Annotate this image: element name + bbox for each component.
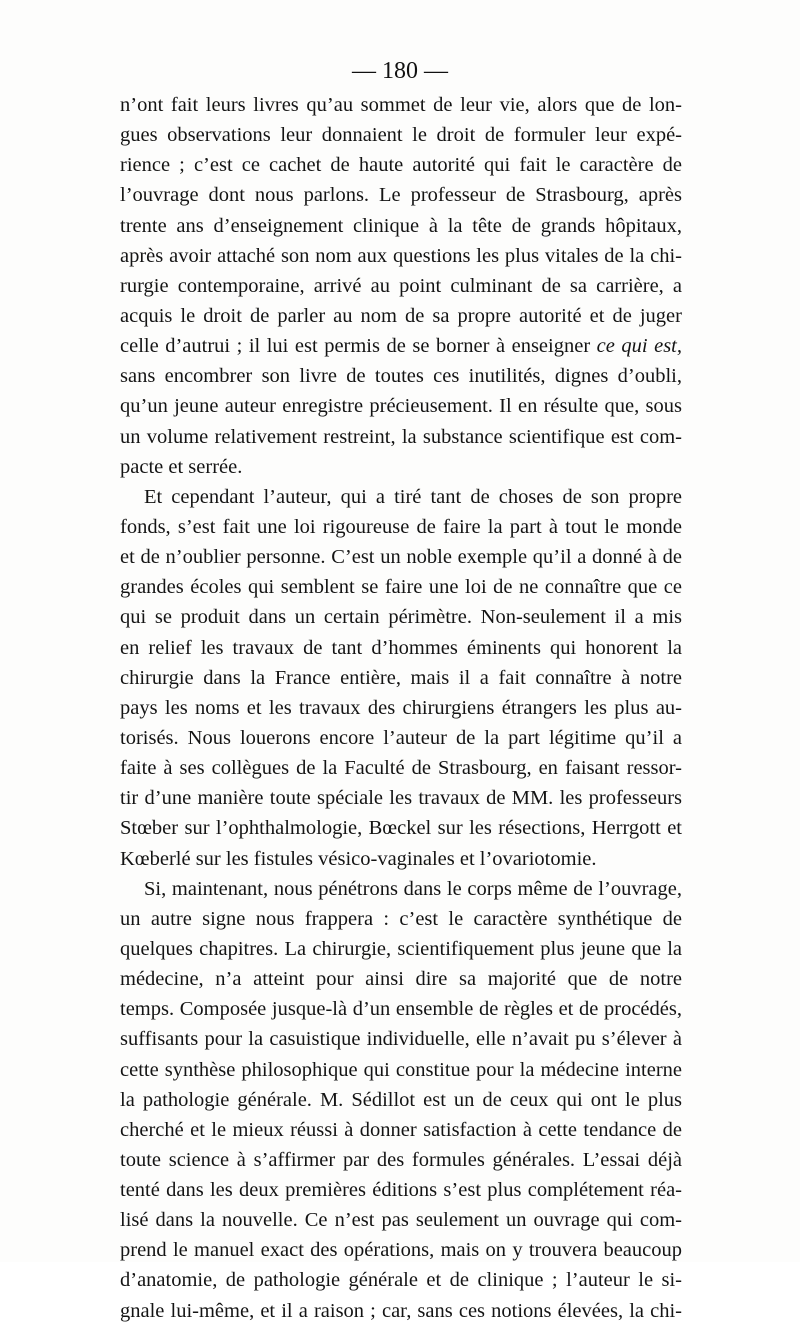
text-line: d’anatomie, de pathologie générale et de clinique ; l’auteur le si- — [120, 1269, 682, 1292]
text-line: gues observations leur donnaient le droit de formuler leur expé- — [120, 124, 682, 147]
text-line: qui se produit dans un certain périmètre. Non-seulement il a mis — [120, 606, 682, 629]
text-line: l’ouvrage dont nous parlons. Le professeur de Strasbourg, après — [120, 184, 682, 207]
text-line: Et cependant l’auteur, qui a tiré tant de choses de son propre — [144, 485, 682, 508]
text-line: torisés. Nous louerons encore l’auteur de la part légitime qu’il a — [120, 726, 682, 749]
text-line: acquis le droit de parler au nom de sa propre autorité et de juger — [120, 304, 682, 327]
text-line: fonds, s’est fait une loi rigoureuse de faire la part à tout le monde — [120, 515, 682, 538]
text-line: cherché et le mieux réussi à donner satisfaction à cette tendance de — [120, 1118, 682, 1141]
text-line: qu’un jeune auteur enregistre précieusement. Il en résulte que, sous — [120, 395, 682, 418]
text-line: faite à ses collègues de la Faculté de Strasbourg, en faisant ressor- — [120, 757, 682, 780]
text-line: en relief les travaux de tant d’hommes éminents qui honorent la — [120, 636, 682, 659]
text-line: tir d’une manière toute spéciale les travaux de MM. les professeurs — [120, 787, 682, 810]
text-line: Si, maintenant, nous pénétrons dans le corps même de l’ouvrage, — [144, 877, 682, 900]
text-line: quelques chapitres. La chirurgie, scientifiquement plus jeune que la — [120, 937, 682, 960]
text-line: un autre signe nous frappera : c’est le caractère synthétique de — [120, 907, 682, 930]
text-line: tenté dans les deux premières éditions s’est plus complétement réa- — [120, 1179, 682, 1202]
text-line: et de n’oublier personne. C’est un noble exemple qu’il a donné à de — [120, 546, 682, 569]
text-line: n’ont fait leurs livres qu’au sommet de leur vie, alors que de lon- — [120, 94, 682, 116]
paragraph-2 — [120, 482, 682, 874]
text-line: suffisants pour la casuistique individuelle, elle n’avait pu s’élever à — [120, 1028, 682, 1051]
page-number: — 180 — — [352, 58, 448, 84]
text-line: rurgie contemporaine, arrivé au point culminant de sa carrière, a — [120, 274, 682, 297]
text-line: Kœberlé sur les fistules vésico-vaginales et l’ovariotomie. — [120, 847, 597, 870]
text-line: pacte et serrée. — [120, 455, 243, 478]
text-line: lisé dans la nouvelle. Ce n’est pas seulement un ouvrage qui com- — [120, 1209, 682, 1232]
text-line: gnale lui-même, et il a raison ; car, sans ces notions élevées, la chi- — [120, 1299, 682, 1322]
text-line: Stœber sur l’ophthalmologie, Bœckel sur les résections, Herrgott et — [120, 817, 682, 840]
paragraph-1 — [120, 90, 682, 482]
text-line: pays les noms et les travaux des chirurgiens étrangers les plus au- — [120, 696, 682, 719]
body-text — [120, 90, 682, 1326]
text-line: sans encombrer son livre de toutes ces inutilités, dignes d’oubli, — [120, 365, 682, 388]
text-line: cette synthèse philosophique qui constitue pour la médecine interne — [120, 1058, 682, 1081]
text-line: rience ; c’est ce cachet de haute autorité qui fait le caractère de — [120, 154, 682, 177]
text-line: prend le manuel exact des opérations, mais on y trouvera beaucoup — [120, 1239, 682, 1262]
text-line: médecine, n’a atteint pour ainsi dire sa majorité que de notre — [120, 968, 682, 991]
text-line: après avoir attaché son nom aux questions les plus vitales de la chi- — [120, 244, 682, 267]
text-line: grandes écoles qui semblent se faire une loi de ne connaître que ce — [120, 576, 682, 599]
paragraph-3 — [120, 874, 682, 1326]
text-segment: celle d’autrui ; il lui est permis de se borner à enseigner — [120, 335, 597, 358]
text-line: chirurgie dans la France entière, mais il a fait connaître à notre — [120, 666, 682, 689]
text-line: la pathologie générale. M. Sédillot est un de ceux qui ont le plus — [120, 1088, 682, 1111]
text-line: toute science à s’affirmer par des formules générales. L’essai déjà — [120, 1148, 682, 1171]
text-line: trente ans d’enseignement clinique à la tête de grands hôpitaux, — [120, 214, 682, 237]
text-line — [120, 331, 682, 361]
text-line: temps. Composée jusque-là d’un ensemble de règles et de procédés, — [120, 998, 682, 1021]
emphasized-text: ce qui est, — [596, 335, 682, 358]
text-line: un volume relativement restreint, la substance scientifique est com- — [120, 425, 682, 448]
